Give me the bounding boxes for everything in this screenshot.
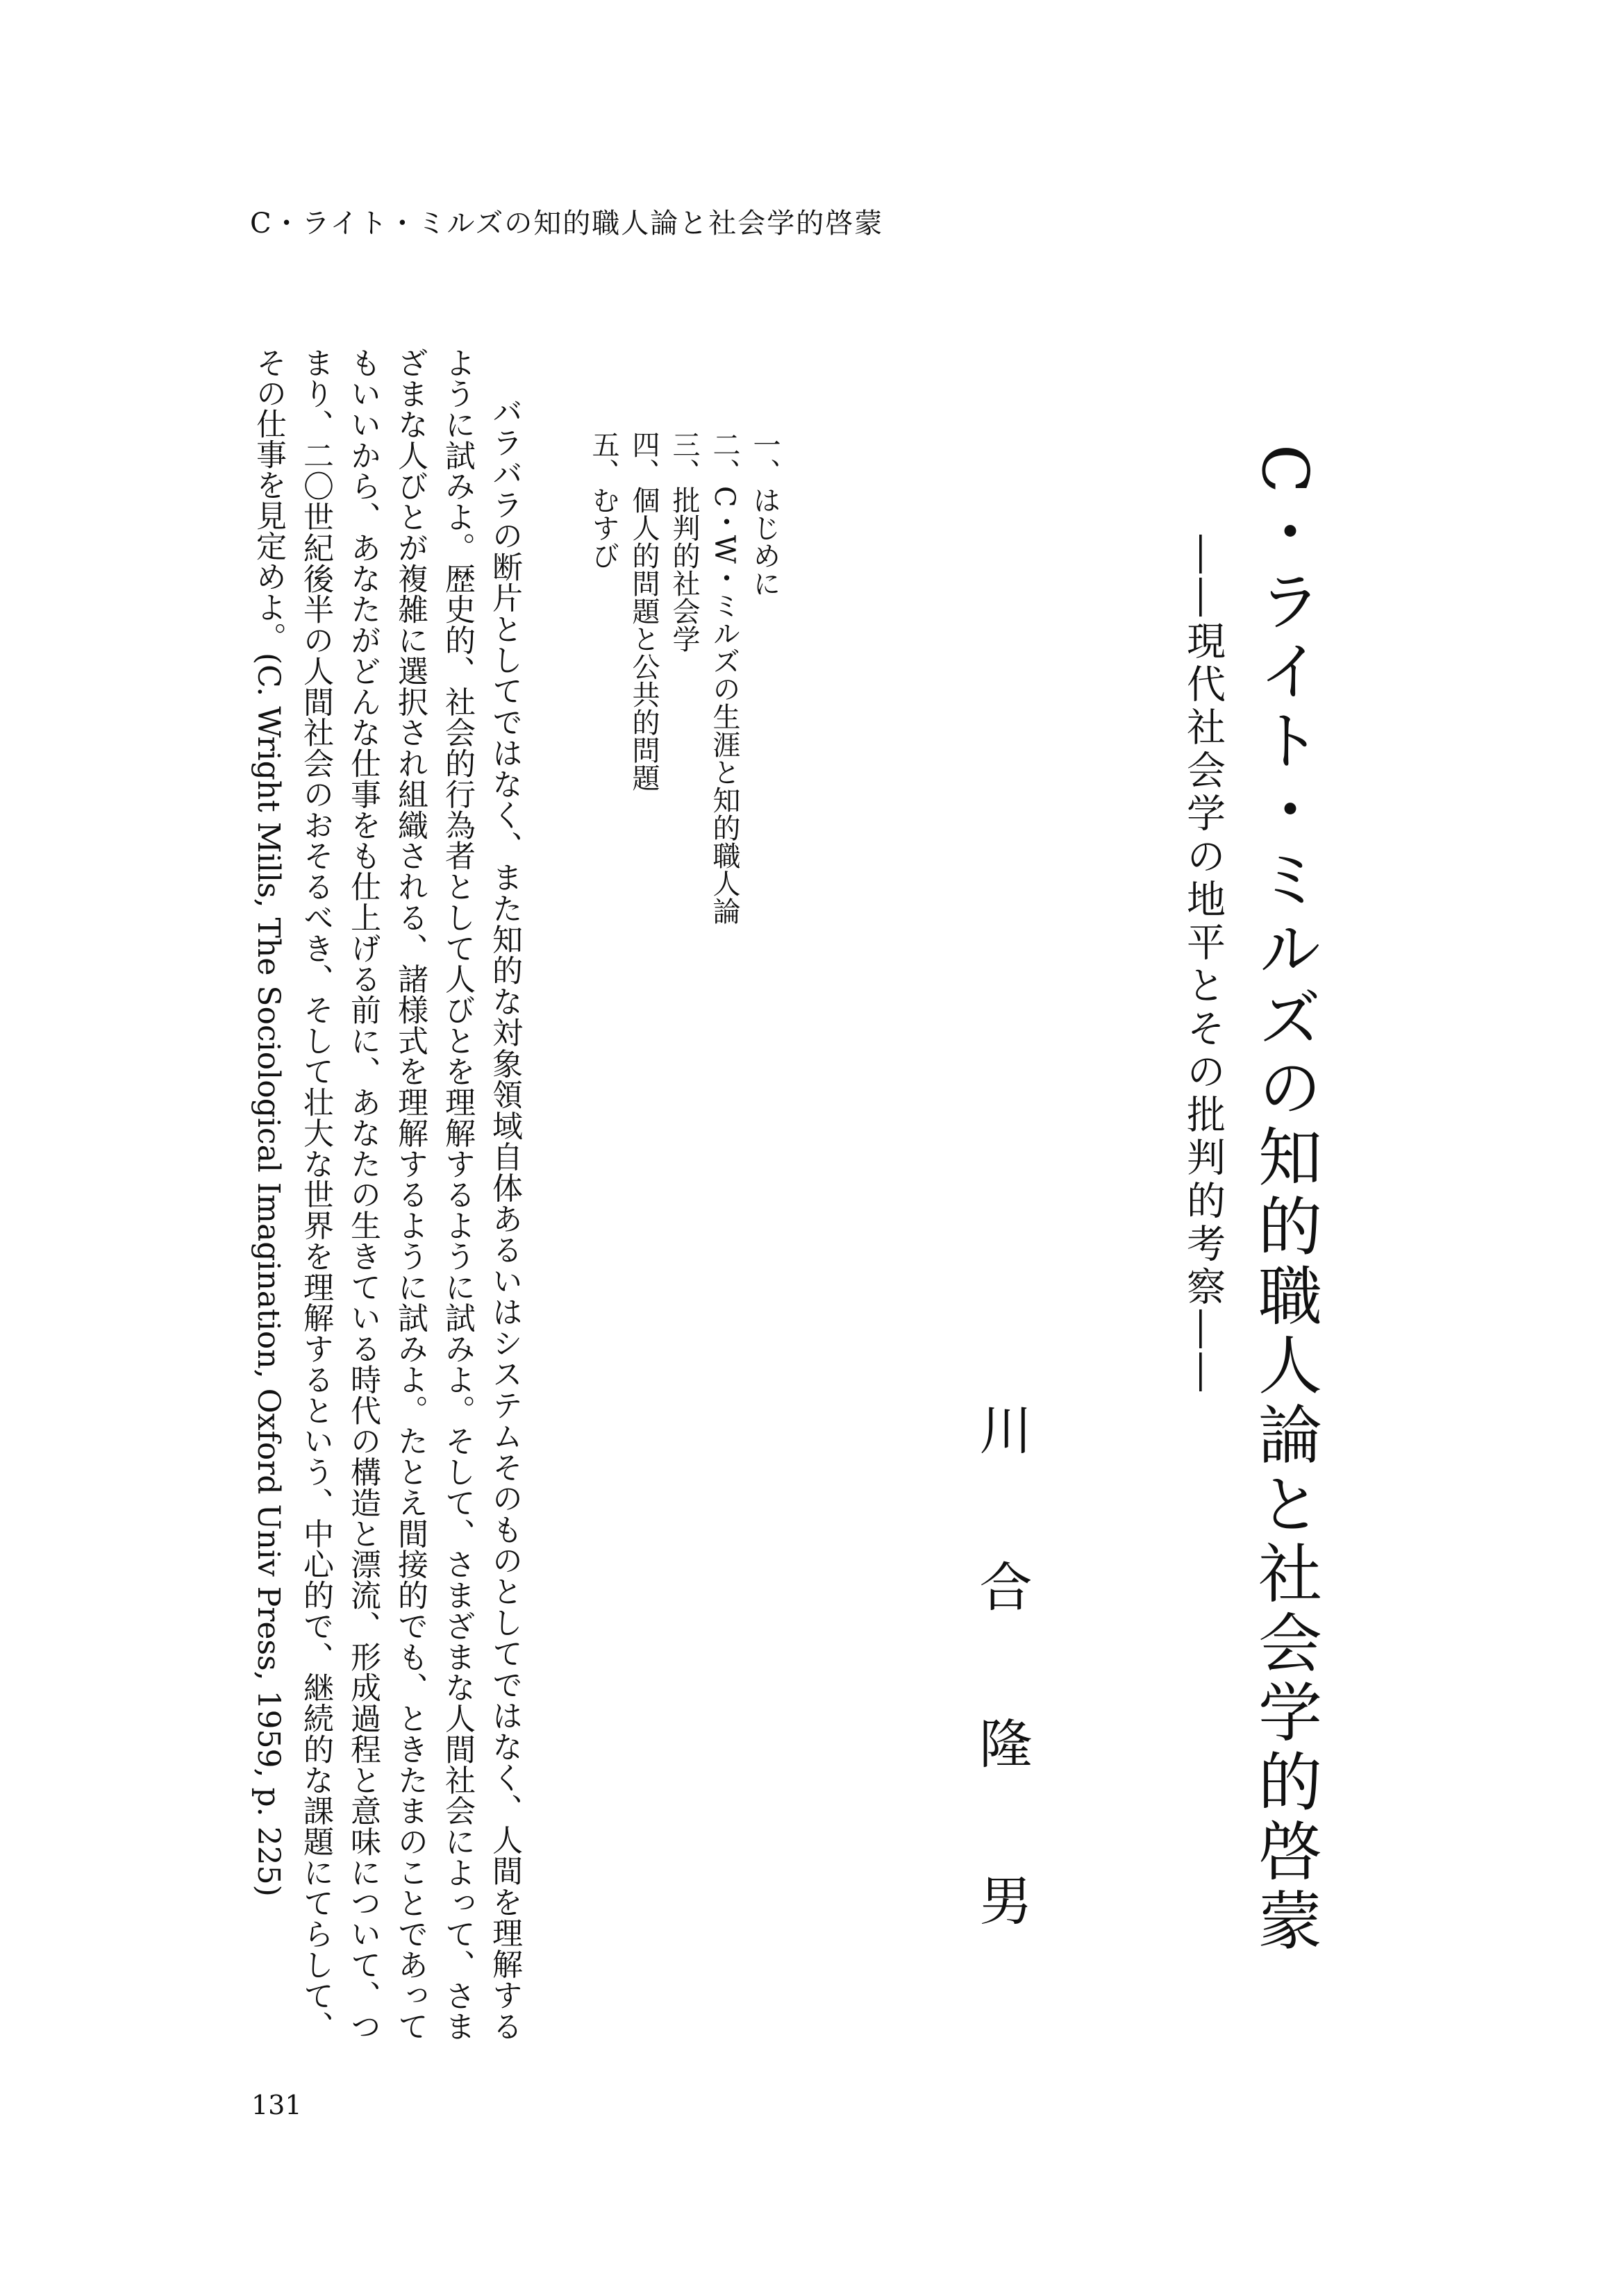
article-subtitle: ――現代社会学の地平とその批判的考察―― bbox=[1181, 535, 1226, 1396]
toc-item: 三、批判的社会学 bbox=[668, 430, 700, 653]
author-name: 川合隆男 bbox=[971, 1402, 1033, 2030]
toc-item: 一、はじめに bbox=[749, 430, 781, 597]
table-of-contents bbox=[587, 430, 785, 1125]
toc-item: 四、個人的問題と公共的問題 bbox=[628, 430, 660, 791]
toc-item: 五、むすび bbox=[587, 430, 619, 569]
page-number: 131 bbox=[251, 2090, 302, 2120]
toc-item: 二、C・W・ミルズの生涯と知的職人論 bbox=[708, 430, 740, 925]
epigraph-quote: バラバラの断片としてではなく、また知的な対象領域自体あるいはシステムそのものとしてではなく、人間を理解するように試みよ。歴史的、社会的行為者として人びとを理解するように試みよ。そして、さまざまな人間社会によって、さまざまな人びとが複雑に選択され組織される、諸様式を理解するように試みよ。たとえ間接的でも、ときたまのことであってもいいから、あなたがどんな仕事をも仕上げる前に、あなたの生きている時代の構造と漂流、形成過程と意味について、つまり、二〇世紀後半の人間社会のおそるべき、そして壮大な世界を理解するという、中心的で、継続的な課題にてらして、その仕事を見定めよ。(C. Wright Mills, The Sociological Imagination, Oxford Univ Press, 1959, p. 225) bbox=[251, 347, 522, 2041]
article-title: C・ライト・ミルズの知的職人論と社会学的啓蒙 bbox=[1248, 444, 1322, 1957]
running-head: C・ライト・ミルズの知的職人論と社会学的啓蒙 bbox=[250, 208, 884, 240]
